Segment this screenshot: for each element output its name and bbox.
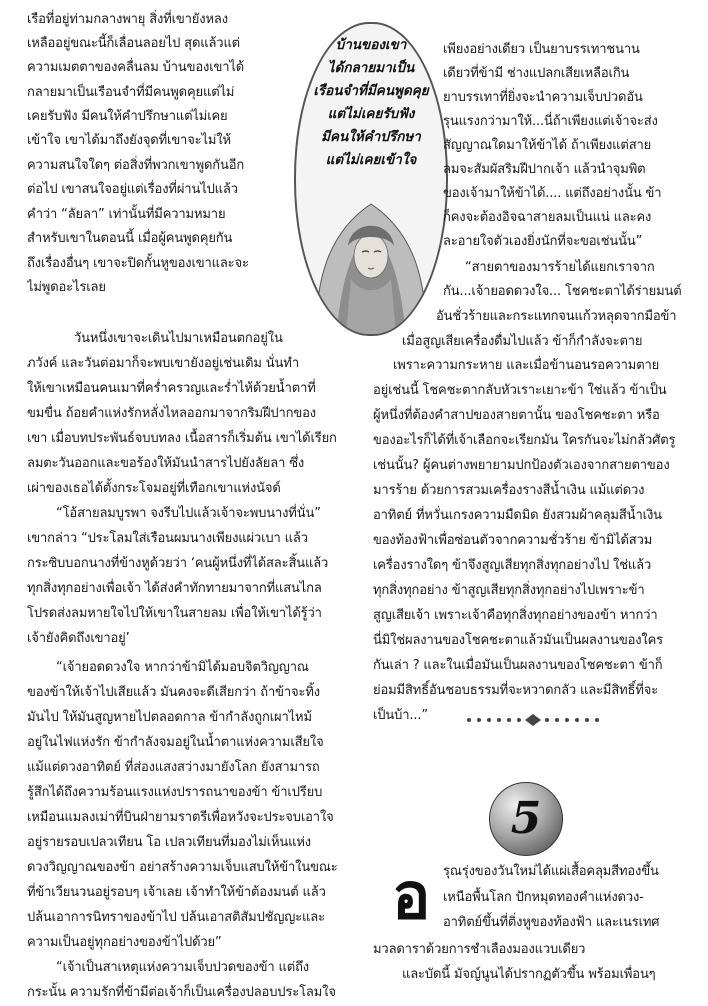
text-line: มารร้าย ด้วยการสวมเครื่องรางสีน้ำเงิน แม้แต่ดวง bbox=[373, 483, 645, 498]
text-line: เขากล่าว “ประโลมใส่เรือนผมนางเพียงแผ่วเบา แล้ว bbox=[27, 531, 308, 546]
text-line: กัน...เจ้ายอดดวงใจ... โชคชะตาได้ร่ายมนต์ bbox=[443, 284, 682, 299]
text-line: ที่ข้าเวียนวนอยู่รอบๆ เจ้าเลย เจ้าทำให้ข้าต้องมนต์ แล้ว bbox=[27, 885, 326, 900]
text-line: รุนแรงกว่ามาให้...นี่ถ้าเพียงแต่เจ้าจะส่ง bbox=[443, 114, 658, 129]
pull-quote-line: มีคนให้คำปรึกษา bbox=[321, 129, 421, 145]
text-line: เขา เมื่อบทประพันธ์จบบทลง เนื้อสารก็เริ่มต้น เขาได้เรียก bbox=[27, 431, 337, 446]
text-line: กันเล่า ? และในเมื่อมันเป็นผลงานของโชคชะตา ข้าก็ bbox=[373, 658, 663, 673]
pull-quote-line: บ้านของเขา bbox=[335, 37, 407, 53]
text-line: “สายตาของมารร้ายได้แยกเราจาก bbox=[465, 260, 655, 275]
pull-quote-callout bbox=[294, 22, 448, 336]
text-line: ถึงเรื่องอื่นๆ เขาจะปิดกั้นหูของเขาและจะ bbox=[27, 256, 249, 271]
pull-quote-line: เรือนจำที่มีคนพูดคุย bbox=[313, 83, 429, 99]
text-line: เคยรับฟัง มีคนให้คำปรึกษาแต่ไม่เคย bbox=[27, 109, 228, 124]
text-line: ของท้องฟ้าเพื่อซ่อนตัวจากความชั่วร้าย ข้ามิได้สวม bbox=[373, 533, 653, 548]
text-line: อยู่เช่นนี้ โชคชะตากลับหัวเราะเยาะข้า ใช่แล้ว ข้าเป็น bbox=[373, 383, 667, 398]
text-line: สัญญาณใดมาให้ข้าได้ ถ้าเพียงแต่สาย bbox=[443, 138, 652, 153]
text-line: เช่นนั้น? ผู้คนต่างพยายามปกป้องตัวเองจากสายตาของ bbox=[373, 458, 670, 473]
pull-quote-line: ได้กลายมาเป็น bbox=[327, 60, 415, 76]
text-line: เพราะความกระหาย และเมื่อข้านอนรอความตาย bbox=[393, 358, 660, 373]
text-line: อยู่รายรอบเปลวเทียน โอ เปลวเทียนที่มองไม่เห็นแห่ง bbox=[27, 835, 311, 850]
text-line: ปล้นเอาการนิทราของข้าไป ปล้นเอาสติสัมปชัญญะและ bbox=[27, 910, 325, 925]
text-line: ละอายใจตัวเองยิ่งนักที่จะขอเช่นนั้น” bbox=[443, 234, 643, 249]
text-line: รุณรุ่งของวันใหม่ได้แผ่เสื้อคลุมสีทองขึ้น bbox=[443, 864, 659, 879]
text-line: และบัดนี้ มัจญ์นูนได้ปรากฏตัวขึ้น พร้อมเพื่อนๆ bbox=[402, 967, 656, 982]
text-line: มันไป ให้มันสูญหายไปตลอดกาล ข้ากำลังถูกเผาไหม้ bbox=[27, 710, 312, 725]
text-line: กระนั้น ความรักที่ข้ามีต่อเจ้าก็เป็นเครื่องปลอบประโลมใจ bbox=[27, 985, 336, 1000]
text-line: ภวังค์ และวันต่อมาก็จะพบเขายังอยู่เช่นเดิม นั่นทำ bbox=[27, 356, 299, 371]
text-line: ทุกสิ่งทุกอย่าง ข้าสูญเสียทุกสิ่งทุกอย่างไปเพราะข้า bbox=[373, 583, 645, 598]
text-line: ของอะไรก็ได้ที่เจ้าเลือกจะเรียกมัน ใครกันจะไม่กลัวศัตรู bbox=[373, 433, 676, 448]
text-line: วันหนึ่งเขาจะเดินไปมาเหมือนตกอยู่ใน bbox=[74, 331, 283, 346]
text-line: ขมขื่น ถ้อยคำแห่งรักหลั่งไหลออกมาจากริมฝีปากของ bbox=[27, 406, 316, 421]
text-line: อันชั่วร้ายและกระแทกจนแก้วหลุดจากมือข้า bbox=[436, 309, 677, 324]
text-line: ดวงวิญญาณของข้า อย่าสร้างความเจ็บแสบให้ข้าในขณะ bbox=[27, 860, 338, 875]
veiled-woman-illustration bbox=[296, 174, 446, 334]
text-line: เหนือพื้นโลก ปักหมุดทองคำแห่งดวง- bbox=[443, 890, 644, 905]
text-line: คำว่า “ลัยลา” เท่านั้นที่มีความหมาย bbox=[27, 207, 226, 222]
text-line: เข้าใจ เขาได้มาถึงยังจุดที่เขาจะไม่ให้ bbox=[27, 133, 231, 148]
text-line: รู้สึกได้ถึงความร้อนแรงแห่งปรารถนาของข้า ข้าเปรียบ bbox=[27, 785, 323, 800]
text-line: “โอ้สายลมบูรพา จงรีบไปแล้วเจ้าจะพบนางที่นั่น” bbox=[56, 506, 321, 521]
text-line: เพียงอย่างเดียว เป็นยาบรรเทาชนาน bbox=[443, 42, 640, 57]
text-line: เหลืออยู่ขณะนี้ก็เลื่อนลอยไป สุดแล้วแต่ bbox=[27, 36, 240, 51]
text-line: ยาบรรเทาที่ยิ่งจะนำความเจ็บปวดอัน bbox=[443, 90, 643, 105]
text-line: ความเป็นอยู่ทุกอย่างของข้าไปด้วย” bbox=[27, 935, 222, 950]
text-line: เผ่าของเธอได้ตั้งกระโจมอยู่ที่เทือกเขาแห่งนัจด์ bbox=[27, 481, 281, 496]
chapter-number: 5 bbox=[510, 793, 542, 844]
text-line: อาทิตย์ ที่หวั่นเกรงความมืดมิด ยังสวมผ้าคลุมสีน้ำเงิน bbox=[373, 508, 662, 523]
text-line: ลมจะสัมผัสริมฝีปากเจ้า แล้วนำจุมพิต bbox=[443, 162, 646, 177]
text-line: อยู่ในไฟแห่งรัก ข้ากำลังจมอยู่ในน้ำตาแห่งความเสียใจ bbox=[27, 735, 324, 750]
text-line: โปรดส่งลมหายใจไปให้เขาในสายลม เพื่อให้เขาได้รู้ว่า bbox=[27, 606, 322, 621]
pull-quote-line: แต่ไม่เคยเข้าใจ bbox=[325, 152, 417, 168]
text-line: กลายมาเป็นเรือนจำที่มีคนพูดคุยแต่ไม่ bbox=[27, 85, 235, 100]
text-line: ย่อมมีสิทธิ์อันชอบธรรมที่จะหวาดกลัว และมีสิทธิ์ที่จะ bbox=[373, 683, 659, 698]
text-line: “เจ้าเป็นสาเหตุแห่งความเจ็บปวดของข้า แต่ถึง bbox=[56, 960, 309, 975]
text-line: ของเจ้ามาให้ข้าได้.... แต่ถึงอย่างนั้น ข้า bbox=[443, 186, 662, 201]
text-line: สำหรับเขาในตอนนี้ เมื่อผู้คนพูดคุยกัน bbox=[27, 231, 233, 246]
text-line: มวลดาราด้วยการชำเลืองมองแวบเดียว bbox=[373, 942, 586, 957]
text-line: ความเมตตาของคลื่นลม บ้านของเขาได้ bbox=[27, 60, 245, 75]
text-line: ไม่พูดอะไรเลย bbox=[27, 280, 106, 295]
text-line: ผู้หนึ่งที่ต้องคำสาปของสายตานั้น ของโชคชะตา หรือ bbox=[373, 408, 660, 423]
text-line: เป็นบ้า...” bbox=[373, 708, 428, 723]
chapter-number-badge bbox=[489, 782, 563, 856]
text-line: เดียวที่ข้ามี ช่างแปลกเสียเหลือเกิน bbox=[443, 66, 630, 81]
text-line: ให้เขาเหมือนคนเมาที่คร่ำครวญและร่ำไห้ด้วยน้ำตาที่ bbox=[27, 381, 316, 396]
text-line: ลมตะวันออกและขอร้องให้มันนำสารไปยังลัยลา ซึ่ง bbox=[27, 456, 305, 471]
text-line: ต่อไป เขาสนใจอยู่แต่เรื่องที่ผ่านไปแล้ว bbox=[27, 182, 238, 197]
text-line: ก็คงจะต้องอิจฉาสายลมเป็นแน่ และคง bbox=[443, 210, 652, 225]
text-line: เหมือนแมลงเม่าที่บินฝ่ายามราตรีเพื่อหวังจะประจบเอาใจ bbox=[27, 810, 334, 825]
text-line: อาทิตย์ขึ้นที่ติ่งหูของท้องฟ้า และเนรเทศ bbox=[443, 915, 660, 930]
text-line: สูญเสียเจ้า เพราะเจ้าคือทุกสิ่งทุกอย่างของข้า หากว่า bbox=[373, 608, 658, 623]
text-line: เจ้ายังคิดถึงเขาอยู่’ bbox=[27, 631, 130, 646]
text-line: แม้แต่ดวงอาทิตย์ ที่ส่องแสงสว่างมายังโลก ยังสามารถ bbox=[27, 760, 320, 775]
text-line: เมื่อสูญเสียเครื่องดื่มไปแล้ว ข้าก็กำลังจะตาย bbox=[402, 334, 643, 349]
text-line: ของข้าให้เจ้าไปเสียแล้ว มันคงจะดีเสียกว่า ถ้าข้าจะทิ้ง bbox=[27, 685, 320, 700]
text-line: “เจ้ายอดดวงใจ หากว่าข้ามิได้มอบจิตวิญญาณ bbox=[56, 660, 309, 675]
pull-quote-line: แต่ไม่เคยรับฟัง bbox=[327, 106, 415, 122]
text-line: ทุกสิ่งทุกอย่างเพื่อเจ้า ได้ส่งคำทักทายมาจากที่แสนไกล bbox=[27, 581, 322, 596]
text-line: เรือที่อยู่ท่ามกลางพายุ สิ่งที่เขายังหลง bbox=[27, 12, 228, 27]
text-line: นี่มิใช่ผลงานของโชคชะตาแล้วมันเป็นผลงานของใคร bbox=[373, 633, 664, 648]
drop-cap: อ bbox=[392, 859, 431, 934]
text-line: กระซิบบอกนางที่ข้างหูด้วยว่า ‘คนผู้หนึ่งที่ได้สละสิ้นแล้ว bbox=[27, 556, 329, 571]
text-line: ความสนใจใดๆ ต่อสิ่งที่พวกเขาพูดกันอีก bbox=[27, 158, 245, 173]
text-line: เครื่องรางใดๆ ข้าจึงสูญเสียทุกสิ่งทุกอย่างไป ใช่แล้ว bbox=[373, 558, 652, 573]
ornamental-divider bbox=[463, 712, 603, 728]
